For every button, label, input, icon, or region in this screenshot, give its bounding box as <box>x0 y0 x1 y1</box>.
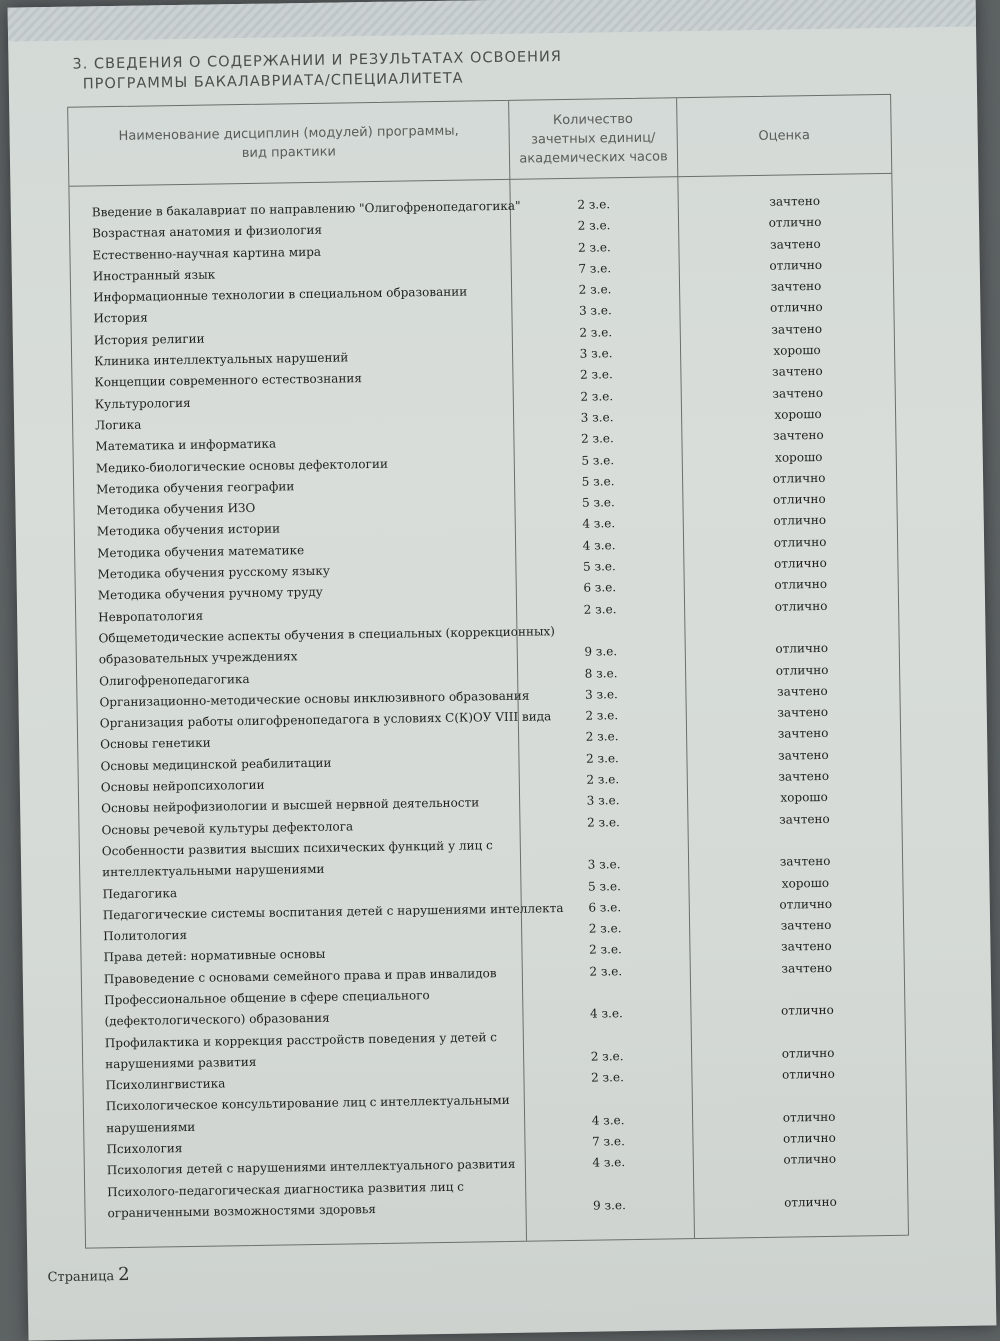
grade-value: зачтено <box>769 236 821 252</box>
grade-value: отлично <box>774 577 828 593</box>
credits-value: 6 з.е. <box>583 580 617 596</box>
discipline-name-line: Методика обучения истории <box>96 521 281 539</box>
grade-value: отлично <box>774 598 828 614</box>
credits-value: 8 з.е. <box>584 665 618 681</box>
grade-value: отлично <box>783 1130 836 1146</box>
grade-value: отлично <box>783 1152 837 1167</box>
credits-value: 4 з.е. <box>582 537 616 553</box>
grade-value: зачтено <box>771 321 823 337</box>
credits-value: 2 з.е. <box>583 601 617 617</box>
discipline-name-line: Математика и информатика <box>95 436 277 454</box>
credits-value: 2 з.е. <box>577 218 611 234</box>
discipline-name-line: Основы генетики <box>100 736 211 752</box>
credits-value: 7 з.е. <box>591 1134 625 1149</box>
credits-value: 2 з.е. <box>585 708 619 723</box>
grade-value: отлично <box>781 1003 834 1018</box>
grade-value: отлично <box>768 215 822 231</box>
table-body <box>70 190 908 1225</box>
grade-value: зачтено <box>778 747 829 763</box>
discipline-name-line: Логика <box>95 417 142 433</box>
grade-value: отлично <box>769 257 823 273</box>
credits-value: 5 з.е. <box>581 495 615 510</box>
credits-value: 2 з.е. <box>590 1070 624 1085</box>
header-credits <box>509 98 677 179</box>
credits-value: 2 з.е. <box>585 750 619 766</box>
header-text: Наименование дисциплин (модулей) программы, <box>118 123 459 144</box>
discipline-name-line: Иностранный язык <box>92 267 216 284</box>
grade-value: зачтено <box>772 385 824 401</box>
credits-value: 3 з.е. <box>580 410 614 425</box>
credits-value: 5 з.е. <box>587 878 621 894</box>
header-text: Оценка <box>758 127 811 144</box>
credits-value: 5 з.е. <box>582 559 616 574</box>
grade-value: зачтено <box>777 705 829 720</box>
grade-value: хорошо <box>780 790 828 805</box>
grade-value: хорошо <box>774 406 822 422</box>
credits-value: 3 з.е. <box>587 857 621 872</box>
discipline-name-line: Организация работы олигофренопедагога в условиях С(К)ОУ VIII вида <box>99 709 552 731</box>
credits-value: 2 з.е. <box>586 814 620 830</box>
header-text: зачетных единиц/ <box>530 130 656 147</box>
grade-value: зачтено <box>769 193 821 209</box>
credits-value: 2 з.е. <box>590 1049 624 1064</box>
discipline-name-line: История <box>93 311 148 326</box>
discipline-name-line: Психология детей с нарушениями интеллектуального развития <box>106 1157 516 1178</box>
credits-value: 6 з.е. <box>588 899 622 915</box>
credits-value: 2 з.е. <box>585 729 619 745</box>
credits-value: 4 з.е. <box>591 1112 625 1128</box>
discipline-name-line: Медико-биологические основы дефектологии <box>95 456 388 475</box>
grade-value: зачтено <box>770 279 822 294</box>
discipline-name-line: интеллектуальными нарушениями <box>102 862 325 880</box>
grade-value: зачтено <box>780 917 832 933</box>
document-page <box>8 0 997 1341</box>
section-title <box>72 47 562 95</box>
grade-value: отлично <box>781 1045 835 1061</box>
page-footer <box>47 1264 129 1286</box>
discipline-name-line: Профессиональное общение в сфере специального <box>104 988 430 1008</box>
credits-value: 2 з.е. <box>586 772 620 787</box>
grade-value: отлично <box>769 300 823 316</box>
discipline-name-line: Методика обучения русскому языку <box>97 563 330 582</box>
discipline-name-line: Психолого-педагогическая диагностика развития лиц с <box>107 1179 465 1199</box>
credits-value: 2 з.е. <box>579 325 613 340</box>
discipline-name-line: Организационно-методические основы инклюзивного образования <box>99 688 530 710</box>
grade-value: отлично <box>775 662 829 678</box>
credits-value: 9 з.е. <box>592 1198 626 1213</box>
discipline-name-line: ограниченными возможностями здоровья <box>107 1202 377 1221</box>
discipline-name <box>84 1090 515 1139</box>
header-text: академических часов <box>519 148 668 167</box>
grade-value: отлично <box>773 534 827 550</box>
credits-value: 2 з.е. <box>577 197 611 212</box>
discipline-name <box>80 835 511 884</box>
credits-value: 2 з.е. <box>589 963 623 979</box>
discipline-name-line: Права детей: нормативные основы <box>103 947 326 965</box>
discipline-name <box>83 1026 514 1075</box>
credits-value: 4 з.е. <box>592 1155 626 1170</box>
discipline-name-line: Клиника интеллектуальных нарушений <box>94 350 349 369</box>
discipline-name-line: Педагогика <box>102 885 178 901</box>
section-title-line-1: 3. СВЕДЕНИЯ О СОДЕРЖАНИИ И РЕЗУЛЬТАТАХ ОСВОЕНИЯ <box>72 48 563 73</box>
credits-value: 2 з.е. <box>580 388 614 404</box>
grade-value: хорошо <box>781 875 830 891</box>
discipline-name-line: Культурология <box>94 395 191 412</box>
grade-value: отлично <box>772 492 826 507</box>
discipline-name-line: Особенности развития высших психических функций у лиц с <box>101 838 493 859</box>
discipline-name-line: Информационные технологии в специальном образовании <box>93 284 468 305</box>
credits-value: 3 з.е. <box>579 346 613 361</box>
credits-value: 2 з.е. <box>588 921 622 936</box>
grade-value: зачтено <box>781 939 832 955</box>
discipline-name-line: Методика обучения географии <box>96 479 295 497</box>
discipline-name-line: Основы речевой культуры дефектолога <box>101 818 354 837</box>
grade-value: зачтено <box>771 364 823 380</box>
discipline-name-line: нарушениями <box>106 1119 196 1136</box>
discipline-name-line: Профилактика и коррекция расстройств поведения у детей с <box>104 1029 498 1050</box>
discipline-name-line: Методика обучения ИЗО <box>96 501 256 518</box>
discipline-name-line: Методика обучения математике <box>97 542 305 561</box>
page-label: Страница <box>47 1269 115 1286</box>
credits-value: 5 з.е. <box>581 474 615 489</box>
discipline-name-line: Введение в бакалавриат по направлению "Олигофренопедагогика" <box>91 198 521 220</box>
grade-value: зачтено <box>781 960 833 976</box>
grade-value: отлично <box>773 513 827 529</box>
credits-value: 5 з.е. <box>581 452 615 468</box>
page-number: 2 <box>117 1263 130 1286</box>
grade-value: отлично <box>773 555 827 571</box>
discipline-name-line: Психолингвистика <box>105 1076 226 1093</box>
credits-value: 2 з.е. <box>588 942 622 958</box>
discipline-name-line: Методика обучения ручному труду <box>97 585 323 603</box>
discipline-name-line: нарушениями развития <box>105 1054 257 1072</box>
grade-value: хорошо <box>774 449 823 465</box>
grade-value: отлично <box>782 1109 836 1125</box>
grade-value: зачтено <box>777 683 828 699</box>
credits-value: 7 з.е. <box>578 261 612 276</box>
header-grade <box>677 95 891 176</box>
discipline-name-line: Концепции современного естествознания <box>94 371 363 390</box>
discipline-name-line: образовательных учреждениях <box>98 649 298 667</box>
header-discipline-name <box>68 101 509 186</box>
discipline-name-line: Психология <box>106 1141 183 1157</box>
section-title-line-2: ПРОГРАММЫ БАКАЛАВРИАТА/СПЕЦИАЛИТЕТА <box>82 70 464 93</box>
credits-value: 3 з.е. <box>578 303 612 319</box>
credits-value: 4 з.е. <box>589 1006 623 1021</box>
discipline-name-line: Естественно-научная картина мира <box>92 244 322 262</box>
discipline-name-line: Политология <box>103 928 188 944</box>
grade-value: отлично <box>784 1194 837 1210</box>
credits-value: 2 з.е. <box>580 431 614 446</box>
discipline-name-line: Общеметодические аспекты обучения в специальных (коррекционных) <box>98 624 555 646</box>
discipline-name-line: Олигофренопедагогика <box>99 671 250 688</box>
credits-value: 2 з.е. <box>579 367 613 383</box>
credits-value: 4 з.е. <box>582 516 616 532</box>
header-text: Количество <box>552 111 634 128</box>
discipline-name-line: Основы медицинской реабилитации <box>100 755 332 774</box>
credits-value: 9 з.е. <box>584 644 618 659</box>
discipline-name <box>85 1176 516 1225</box>
grade-value: зачтено <box>778 768 830 784</box>
grade-value: зачтено <box>779 854 831 869</box>
grade-value: зачтено <box>777 726 829 742</box>
discipline-name-line: Психологическое консультирование лиц с интеллектуальными <box>105 1093 510 1114</box>
discipline-name-line: История религии <box>93 331 205 348</box>
discipline-name-line: (дефектологического) образования <box>104 1011 330 1029</box>
discipline-name-line: Основы нейрофизиологии и высшей нервной деятельности <box>101 795 480 816</box>
grade-value: зачтено <box>779 811 830 827</box>
grade-value: отлично <box>779 896 833 912</box>
discipline-name <box>82 984 513 1033</box>
grade-value: хорошо <box>773 343 821 358</box>
discipline-name <box>76 622 555 671</box>
grade-value: отлично <box>782 1066 835 1082</box>
header-text: вид практики <box>241 144 337 162</box>
discipline-name-line: Основы нейропсихологии <box>100 777 265 795</box>
credits-value: 2 з.е. <box>577 239 611 255</box>
disciplines-table <box>67 94 909 1249</box>
discipline-name-line: Невропатология <box>98 608 204 624</box>
credits-value: 3 з.е. <box>584 687 618 702</box>
grade-value: отлично <box>775 641 829 656</box>
discipline-name-line: Правоведение с основами семейного права и прав инвалидов <box>103 965 497 986</box>
credits-value: 3 з.е. <box>586 793 620 808</box>
credits-value: 2 з.е. <box>578 282 612 297</box>
grade-value: отлично <box>772 470 826 486</box>
discipline-name-line: Педагогические системы воспитания детей с нарушениями интеллекта <box>102 900 564 923</box>
discipline-name-line: Возрастная анатомия и физиология <box>92 223 323 241</box>
grade-value: зачтено <box>772 428 824 443</box>
